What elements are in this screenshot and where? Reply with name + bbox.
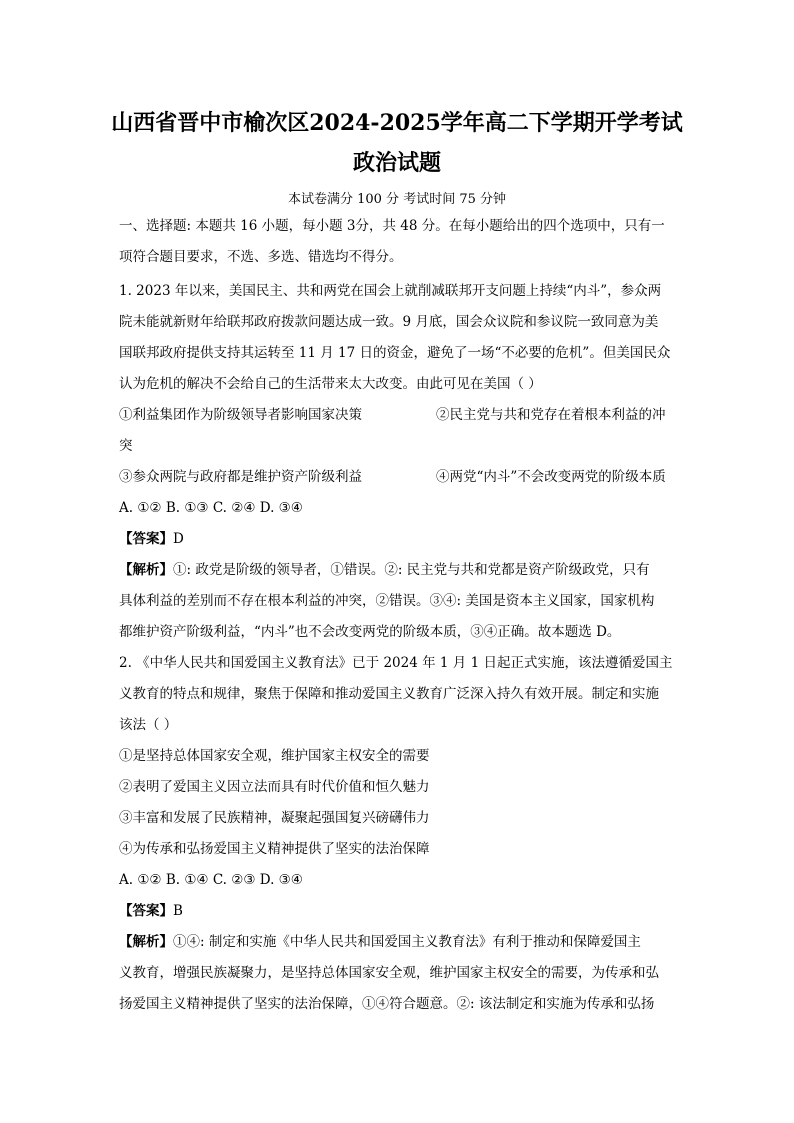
answer-value: B: [173, 903, 183, 919]
q2-option: ①是坚持总体国家安全观，维护国家主权安全的需要: [119, 748, 430, 764]
q1-option-2-cont: 突: [119, 438, 133, 454]
q1-analysis-line: [119, 561, 679, 579]
q2-stem-line: 该法（ ）: [119, 717, 178, 733]
q2-stem-line: 义教育的特点和规律，聚焦于保障和推动爱国主义教育广泛深入持久有效开展。制定和实施: [119, 686, 659, 702]
q2-option: ④为传承和弘扬爱国主义精神提供了坚实的法治保障: [119, 841, 430, 857]
doc-title-line1: 山西省晋中市榆次区2024-2025学年高二下学期开学考试: [111, 110, 683, 136]
analysis-label: 【解析】: [119, 934, 173, 950]
doc-subtitle: 本试卷满分 100 分 考试时间 75 分钟: [287, 192, 507, 207]
q1-stem-line: 1. 2023 年以来，美国民主、共和两党在国会上就削减联邦开支问题上持续“内斗”，参众两: [119, 283, 662, 299]
q2-stem-line: 2. 《中华人民共和国爱国主义教育法》已于 2024 年 1 月 1 日起正式实施，该法遵循爱国主: [119, 655, 673, 671]
q2-answer: [119, 902, 679, 920]
q2-analysis-line: 义教育，增强民族凝聚力，是坚持总体国家安全观，维护国家主权安全的需要，为传承和弘: [119, 965, 659, 981]
q1-choices: A. ①② B. ①③ C. ②④ D. ③④: [119, 500, 303, 516]
answer-label: 【答案】: [119, 531, 173, 547]
analysis-text: ①④: 制定和实施《中华人民共和国爱国主义教育法》有利于推动和保障爱国主: [173, 934, 641, 950]
section-intro-line: 项符合题目要求，不选、多选、错选均不得分。: [119, 249, 403, 265]
q1-option-4: ④两党“内斗”不会改变两党的阶级本质: [436, 469, 666, 485]
q2-choices: A. ①② B. ①④ C. ②③ D. ③④: [119, 872, 303, 888]
q2-option: ③丰富和发展了民族精神，凝聚起强国复兴磅礴伟力: [119, 810, 430, 826]
q1-stem-line: 院未能就新财年给联邦政府拨款问题达成一致。9 月底，国会众议院和参议院一致同意为美: [119, 314, 659, 330]
q1-stem-line: 认为危机的解决不会给自己的生活带来太大改变。由此可见在美国（ ）: [119, 376, 542, 392]
q1-answer: [119, 530, 679, 548]
q1-analysis-line: 都维护资产阶级利益，“内斗”也不会改变两党的阶级本质，③④正确。故本题选 D。: [119, 624, 621, 640]
section-intro-line: 一、选择题: 本题共 16 小题，每小题 3分，共 48 分。在每小题给出的四个选项中，只有一: [119, 218, 665, 234]
q1-option-3: ③参众两院与政府都是维护资产阶级利益: [119, 469, 362, 485]
q1-option-2: ②民主党与共和党存在着根本利益的冲: [436, 407, 666, 423]
answer-value: D: [173, 531, 184, 547]
q2-option: ②表明了爱国主义因立法而具有时代价值和恒久魅力: [119, 779, 430, 795]
q2-analysis-line: [119, 933, 679, 951]
q1-analysis-line: 具体利益的差别而不存在根本利益的冲突，②错误。③④: 美国是资本主义国家，国家机构: [119, 593, 655, 609]
doc-title-line2: 政治试题: [352, 150, 441, 176]
q1-option-1: ①利益集团作为阶级领导者影响国家决策: [119, 407, 362, 423]
analysis-text: ①: 政党是阶级的领导者，①错误。②: 民主党与共和党都是资产阶级政党，只有: [173, 562, 650, 578]
answer-label: 【答案】: [119, 903, 173, 919]
analysis-label: 【解析】: [119, 562, 173, 578]
q2-analysis-line: 扬爱国主义精神提供了坚实的法治保障，①④符合题意。②: 该法制定和实施为传承和弘扬: [119, 996, 655, 1012]
q1-stem-line: 国联邦政府提供支持其运转至 11 月 17 日的资金，避免了一场“不必要的危机”。但美国民众: [119, 345, 671, 361]
